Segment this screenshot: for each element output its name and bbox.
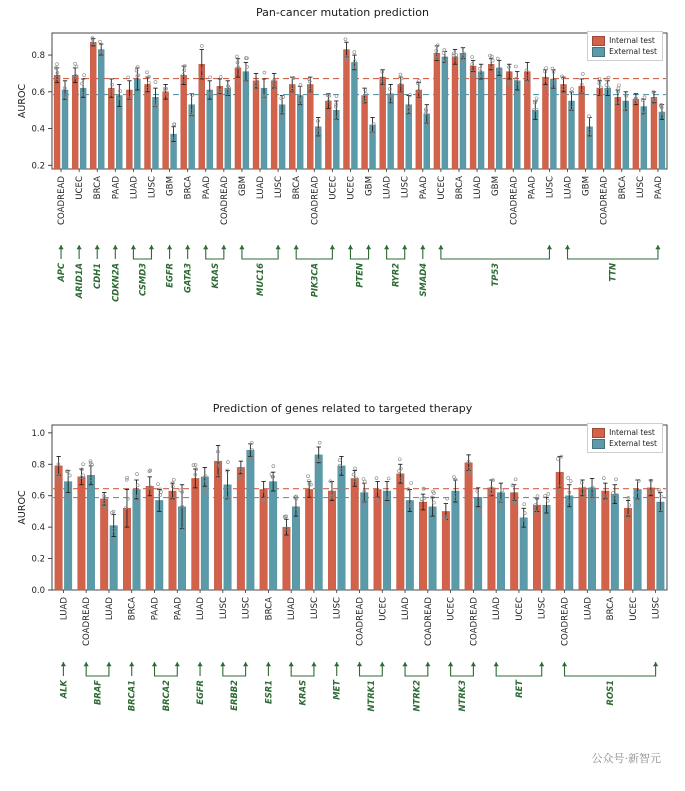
svg-text:ARID1A: ARID1A [74, 263, 85, 299]
svg-text:BRCA: BRCA [264, 597, 275, 621]
svg-text:CDH1: CDH1 [92, 263, 103, 289]
svg-text:ROS1: ROS1 [605, 680, 616, 706]
svg-text:UCEC: UCEC [346, 176, 357, 200]
svg-text:LUAD: LUAD [563, 176, 574, 200]
svg-text:KRAS: KRAS [209, 263, 220, 289]
svg-text:LUSC: LUSC [537, 597, 548, 620]
legend-item-external [592, 46, 657, 57]
svg-text:0.2: 0.2 [31, 554, 45, 565]
svg-text:GBM: GBM [165, 176, 176, 196]
svg-text:0.6: 0.6 [31, 87, 45, 98]
chart-title-2: Prediction of genes related to targeted therapy [212, 402, 473, 415]
svg-text:RYR2: RYR2 [390, 263, 401, 288]
legend-label-internal: Internal test [609, 428, 655, 437]
svg-text:LUSC: LUSC [400, 176, 411, 199]
svg2 [0, 415, 685, 790]
svg-text:PAAD: PAAD [653, 176, 664, 200]
svg-text:GBM: GBM [581, 176, 592, 196]
legend-swatch-external [592, 47, 605, 57]
svg-text:APC: APC [56, 263, 67, 282]
chart-area-2 [0, 415, 685, 790]
svg-text:LUAD: LUAD [287, 597, 298, 621]
svg-text:BRCA: BRCA [606, 597, 617, 621]
svg-text:LUAD: LUAD [401, 597, 412, 621]
svg-text:BRCA: BRCA [454, 176, 465, 200]
svg-text:PAAD: PAAD [527, 176, 538, 200]
svg-text:LUSC: LUSC [147, 176, 158, 199]
svg-text:NTRK2: NTRK2 [411, 680, 422, 712]
svg-text:GBM: GBM [237, 176, 248, 196]
svg-text:EGFR: EGFR [195, 680, 206, 705]
legend-label-external: External test [609, 439, 657, 448]
svg-text:0.4: 0.4 [31, 124, 45, 135]
svg-text:GBM: GBM [364, 176, 375, 196]
svg-text:COADREAD: COADREAD [423, 597, 434, 647]
svg-text:LUSC: LUSC [651, 597, 662, 620]
svg-text:KRAS: KRAS [297, 680, 308, 706]
svg-text:NTRK3: NTRK3 [457, 680, 467, 712]
svg-text:LUAD: LUAD [583, 597, 594, 621]
svg-text:0.0: 0.0 [31, 586, 45, 596]
svg-text:MET: MET [331, 680, 342, 700]
svg-text:UCEC: UCEC [436, 176, 447, 200]
svg-text:COADREAD: COADREAD [469, 597, 480, 647]
chart-area-1 [0, 19, 685, 399]
svg-text:ESR1: ESR1 [263, 680, 274, 705]
svg-text:0.4: 0.4 [31, 523, 45, 534]
svg-text:0.6: 0.6 [31, 491, 45, 502]
svg-text:LUSC: LUSC [635, 176, 646, 199]
legend-label-internal: Internal test [609, 36, 655, 45]
svg-text:AUROC: AUROC [17, 83, 28, 119]
svg-text:SMAD4: SMAD4 [417, 263, 428, 297]
svg-text:TTN: TTN [607, 263, 618, 282]
svg-text:COADREAD: COADREAD [82, 597, 93, 647]
svg-text:PAAD: PAAD [150, 597, 161, 621]
svg-text:ERBB2: ERBB2 [229, 680, 240, 711]
svg-text:PAAD: PAAD [111, 176, 122, 200]
legend-item-internal [592, 427, 657, 438]
svg-text:LUAD: LUAD [473, 176, 484, 200]
svg-text:PTEN: PTEN [354, 263, 365, 288]
svg-text:COADREAD: COADREAD [599, 176, 610, 226]
svg-text:BRCA2: BRCA2 [160, 680, 171, 712]
svg-text:PAAD: PAAD [173, 597, 184, 621]
svg-text:LUSC: LUSC [218, 597, 229, 620]
svg1 [0, 19, 685, 399]
svg-text:LUAD: LUAD [382, 176, 393, 200]
svg-text:BRCA: BRCA [617, 176, 628, 200]
legend-swatch-external [592, 439, 605, 449]
svg-text:BRCA: BRCA [292, 176, 303, 200]
svg-text:BRCA: BRCA [127, 597, 138, 621]
svg-text:MUC16: MUC16 [255, 263, 266, 296]
legend-label-external: External test [609, 47, 657, 56]
svg-text:0.8: 0.8 [31, 460, 45, 471]
svg-text:LUSC: LUSC [241, 597, 252, 620]
legend-item-internal [592, 35, 657, 46]
svg-text:UCEC: UCEC [514, 597, 525, 621]
svg-text:LUSC: LUSC [309, 597, 320, 620]
svg-text:UCEC: UCEC [628, 597, 639, 621]
svg-text:1.0: 1.0 [31, 428, 45, 439]
svg-text:CSMD3: CSMD3 [137, 263, 148, 296]
svg-text:BRAF: BRAF [92, 680, 103, 706]
svg-text:EGFR: EGFR [164, 263, 175, 288]
chart-title-1: Pan-cancer mutation prediction [256, 6, 429, 19]
svg-text:CDKN2A: CDKN2A [110, 263, 121, 302]
legend-swatch-internal [592, 428, 605, 438]
svg-text:GBM: GBM [491, 176, 502, 196]
svg-text:LUSC: LUSC [274, 176, 285, 199]
svg-text:NTRK1: NTRK1 [365, 680, 376, 712]
panel-targeted-therapy [0, 400, 685, 791]
svg-text:BRCA1: BRCA1 [126, 680, 137, 712]
chart-legend-1 [587, 31, 663, 61]
svg-text:LUAD: LUAD [196, 597, 207, 621]
svg-text:UCEC: UCEC [328, 176, 339, 200]
svg-text:COADREAD: COADREAD [310, 176, 321, 226]
svg-text:LUAD: LUAD [104, 597, 115, 621]
svg-text:AUROC: AUROC [17, 490, 28, 525]
svg-text:LUAD: LUAD [492, 597, 503, 621]
svg-text:0.2: 0.2 [31, 161, 45, 172]
legend-item-external [592, 438, 657, 449]
svg-text:0.8: 0.8 [31, 51, 45, 62]
svg-text:PAAD: PAAD [201, 176, 212, 200]
watermark: 公众号·新智元 [591, 752, 661, 765]
svg-text:COADREAD: COADREAD [355, 597, 366, 647]
svg-text:LUAD: LUAD [256, 176, 267, 200]
svg-text:COADREAD: COADREAD [560, 597, 571, 647]
svg-text:ALK: ALK [58, 680, 69, 699]
svg-text:TP53: TP53 [490, 263, 501, 287]
svg-text:GATA3: GATA3 [182, 263, 193, 293]
svg-text:UCEC: UCEC [446, 597, 457, 621]
svg-text:BRCA: BRCA [183, 176, 194, 200]
svg-text:UCEC: UCEC [75, 176, 86, 200]
svg-text:PAAD: PAAD [418, 176, 429, 200]
svg-text:LUAD: LUAD [59, 597, 70, 621]
svg-text:LUSC: LUSC [545, 176, 556, 199]
chart-legend-2 [587, 423, 663, 453]
svg-text:BRCA: BRCA [93, 176, 104, 200]
svg-text:UCEC: UCEC [378, 597, 389, 621]
svg-text:COADREAD: COADREAD [219, 176, 230, 226]
svg-text:COADREAD: COADREAD [57, 176, 68, 226]
legend-swatch-internal [592, 36, 605, 46]
svg-text:LUAD: LUAD [129, 176, 140, 200]
svg-text:PIK3CA: PIK3CA [309, 263, 320, 298]
svg-text:LUSC: LUSC [332, 597, 343, 620]
svg-text:COADREAD: COADREAD [509, 176, 520, 226]
svg-text:RET: RET [513, 680, 524, 698]
